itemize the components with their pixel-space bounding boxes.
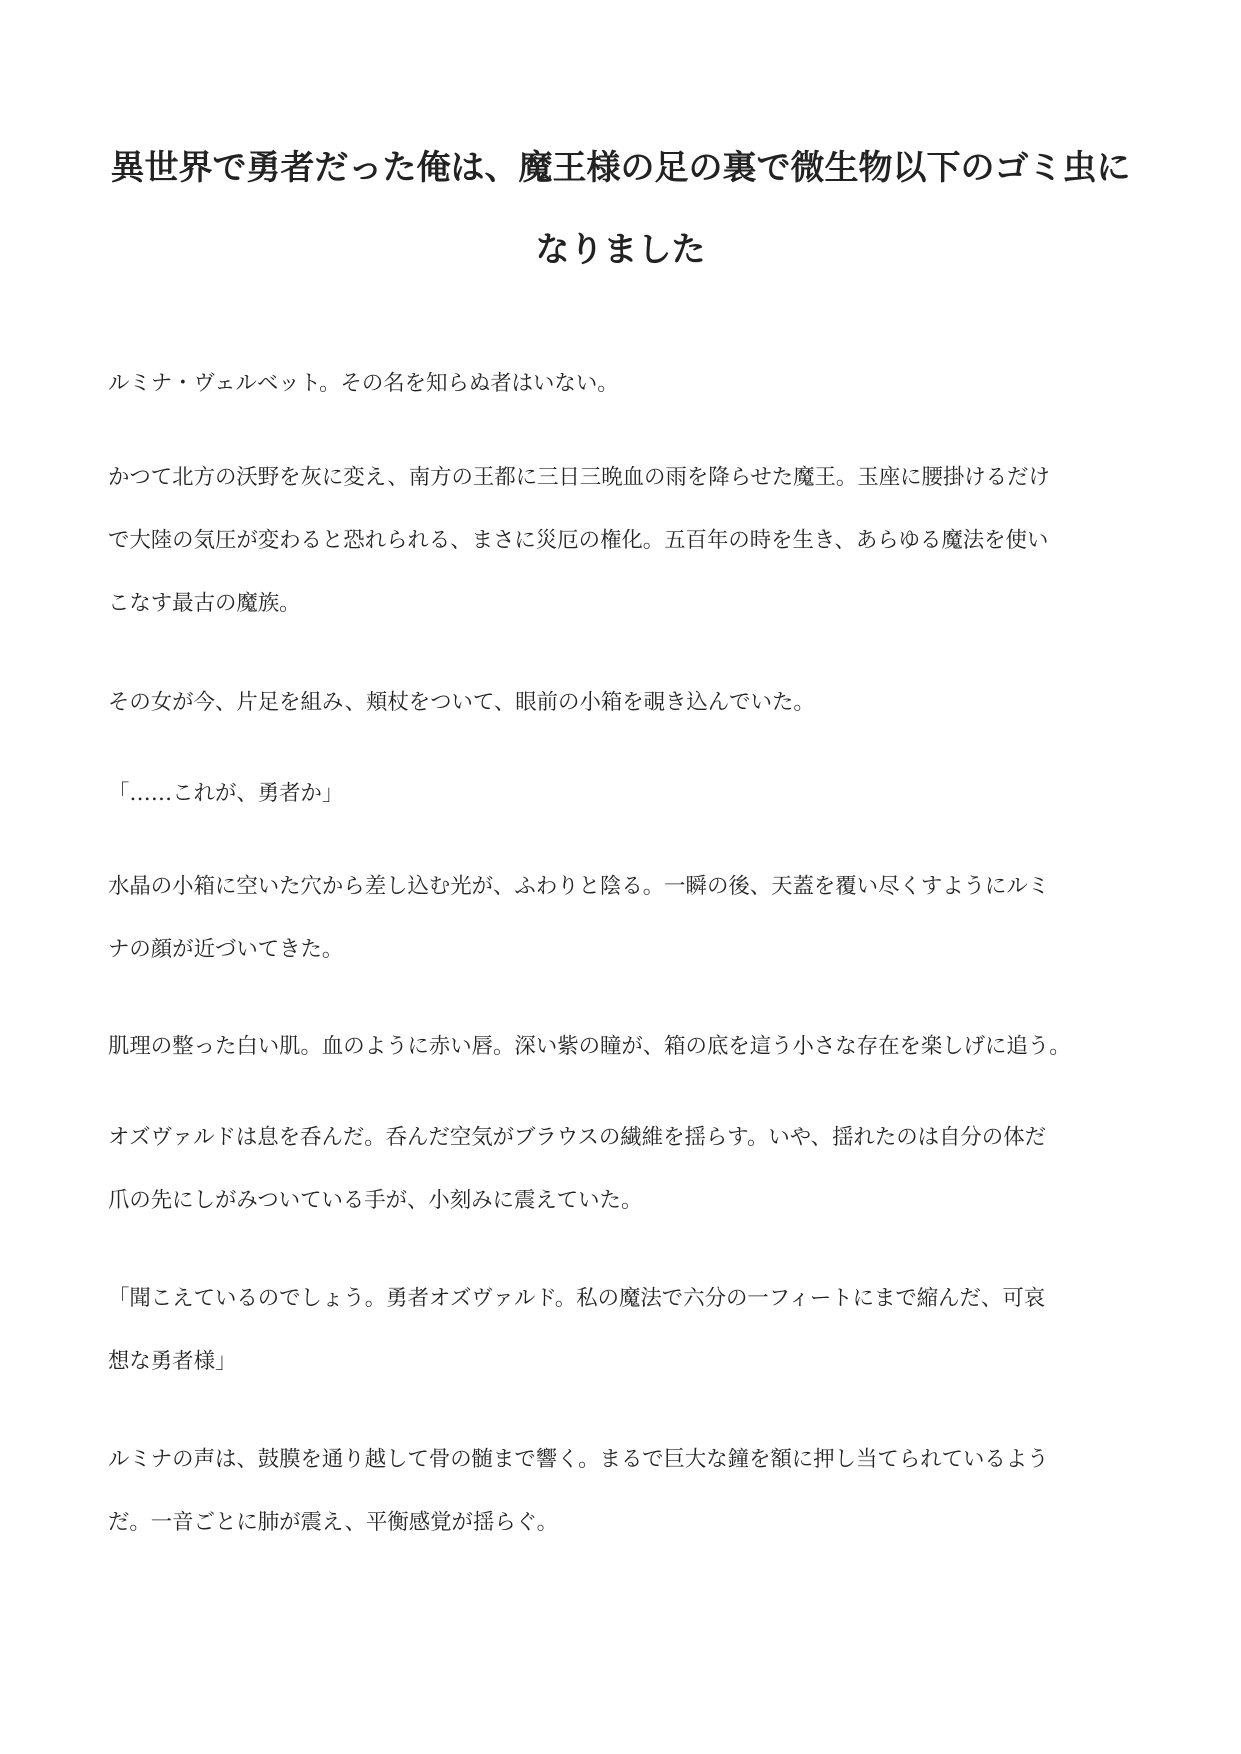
text-line: その女が今、片足を組み、頬杖をついて、眼前の小箱を覗き込んでいた。 — [108, 690, 815, 715]
text-line: 肌理の整った白い肌。血のように赤い唇。深い紫の瞳が、箱の底を這う小さな存在を楽しげに追う。 — [108, 1034, 1071, 1059]
paragraph — [108, 689, 1143, 717]
text-line: ルミナ・ヴェルベット。その名を知らぬ者はいない。 — [108, 371, 619, 396]
text-line: で大陸の気圧が変わると恐れられる、まさに災厄の権化。五百年の時を生き、あらゆる魔法を使い — [108, 528, 1049, 553]
title-line: なりました — [535, 230, 706, 270]
paragraph — [108, 370, 1143, 398]
paragraph — [108, 873, 1143, 964]
text-line: 想な勇者様」 — [108, 1349, 237, 1374]
paragraph — [108, 1446, 1143, 1537]
text-line: だ。一音ごとに肺が震え、平衡感覚が揺らぐ。 — [108, 1510, 559, 1535]
document-title — [100, 148, 1141, 270]
paragraph — [108, 1285, 1143, 1376]
text-line: ルミナの声は、鼓膜を通り越して骨の髄まで響く。まるで巨大な鐘を額に押し当てられているよう — [108, 1447, 1049, 1472]
paragraph — [108, 464, 1143, 618]
text-line: 「聞こえているのでしょう。勇者オズヴァルド。私の魔法で六分の一フィートにまで縮んだ、可哀 — [108, 1286, 1046, 1311]
title-line: 異世界で勇者だった俺は、魔王様の足の裏で微生物以下のゴミ虫に — [110, 148, 1131, 188]
text-line: 「……これが、勇者か」 — [108, 781, 344, 806]
text-line: こなす最古の魔族。 — [108, 591, 301, 616]
paragraph — [108, 1124, 1143, 1215]
paragraph — [108, 780, 1143, 808]
text-line: かつて北方の沃野を灰に変え、南方の王都に三日三晩血の雨を降らせた魔王。玉座に腰掛けるだけ — [108, 465, 1050, 490]
paragraph — [108, 1033, 1143, 1061]
text-line: 水晶の小箱に空いた穴から差し込む光が、ふわりと陰る。一瞬の後、天蓋を覆い尽くすようにルミ — [108, 874, 1050, 899]
text-line: 爪の先にしがみついている手が、小刻みに震えていた。 — [108, 1188, 643, 1213]
text-line: ナの顔が近づいてきた。 — [108, 937, 344, 962]
text-line: オズヴァルドは息を呑んだ。呑んだ空気がブラウスの繊維を揺らす。いや、揺れたのは自分の体だ — [108, 1125, 1046, 1150]
